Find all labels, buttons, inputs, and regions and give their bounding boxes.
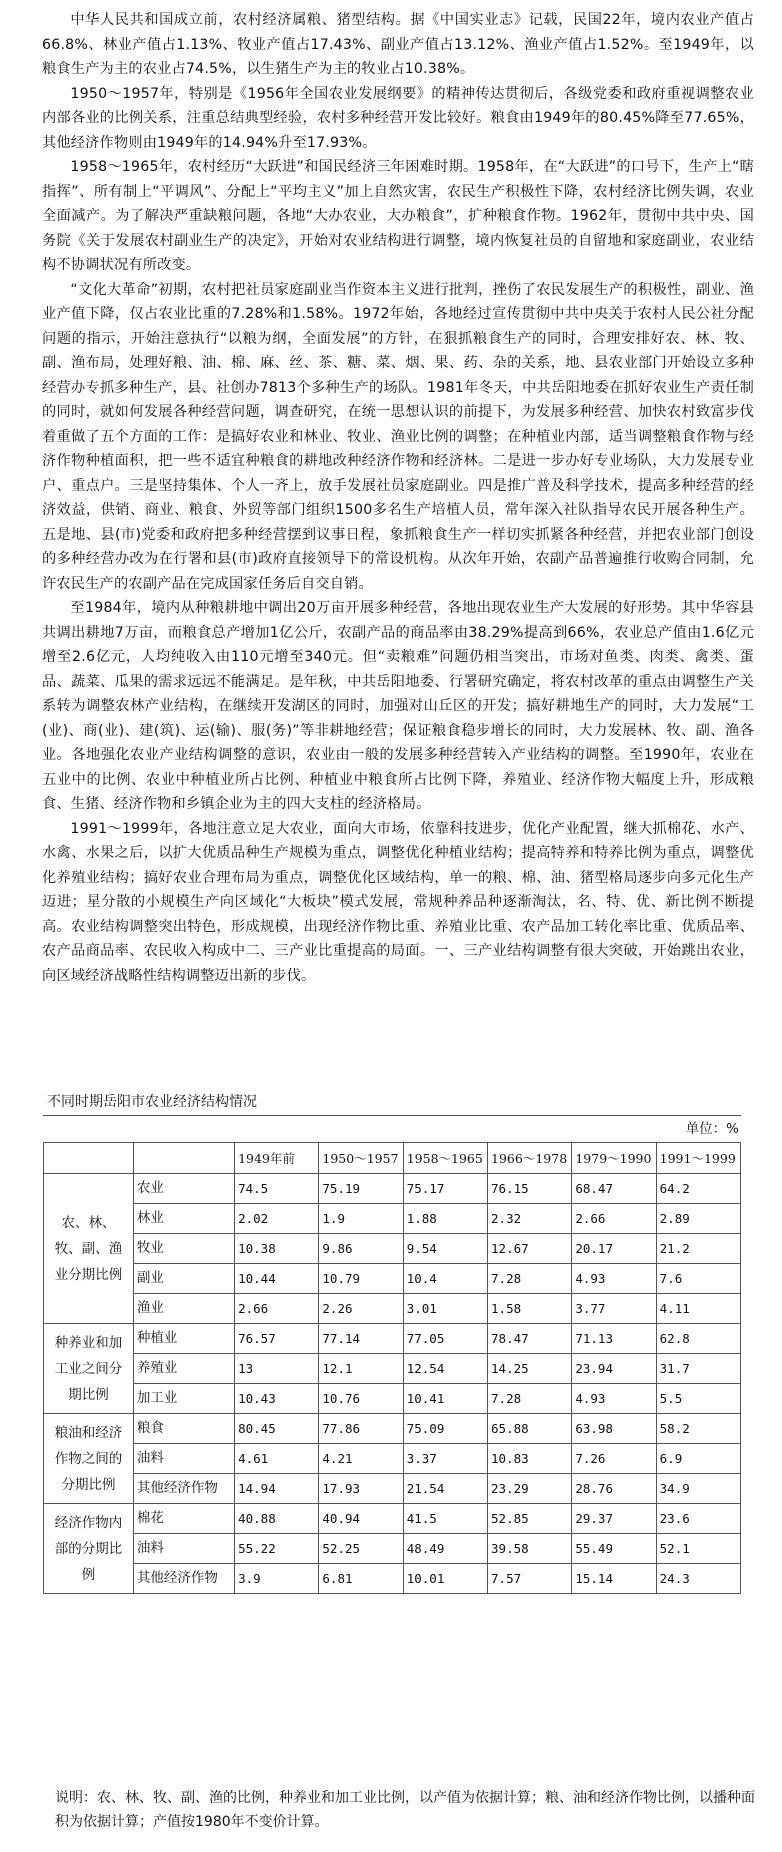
table-row: [44, 1564, 741, 1594]
row-item-label: 油料: [133, 1444, 234, 1474]
table-cell: 75.19: [319, 1174, 403, 1204]
table-cell: 6.81: [319, 1564, 403, 1594]
table-cell: 75.09: [403, 1414, 487, 1444]
table-cell: 13: [235, 1354, 319, 1384]
table-cell: 3.9: [235, 1564, 319, 1594]
table-cell: 76.57: [235, 1324, 319, 1354]
row-item-label: 其他经济作物: [133, 1474, 234, 1504]
row-item-label: 种植业: [133, 1324, 234, 1354]
table-cell: 34.9: [656, 1474, 740, 1504]
period-header: 1949年前: [235, 1143, 319, 1174]
table-cell: 7.28: [488, 1264, 572, 1294]
table-cell: 23.94: [572, 1354, 656, 1384]
row-item-label: 棉花: [133, 1504, 234, 1534]
period-header: 1991～1999: [656, 1143, 740, 1174]
table-row: [44, 1444, 741, 1474]
table-cell: 20.17: [572, 1234, 656, 1264]
row-item-label: 养殖业: [133, 1354, 234, 1384]
table-row: [44, 1384, 741, 1414]
table-cell: 7.26: [572, 1444, 656, 1474]
row-item-label: 牧业: [133, 1234, 234, 1264]
table-cell: 23.6: [656, 1504, 740, 1534]
table-cell: 71.13: [572, 1324, 656, 1354]
table-cell: 68.47: [572, 1174, 656, 1204]
table-row: [44, 1174, 741, 1204]
table-cell: 40.94: [319, 1504, 403, 1534]
group-label: 经济作物内部的分期比例: [44, 1504, 134, 1594]
table-cell: 9.86: [319, 1234, 403, 1264]
structure-table: [43, 1142, 741, 1594]
row-item-label: 农业: [133, 1174, 234, 1204]
row-item-label: 其他经济作物: [133, 1564, 234, 1594]
table-cell: 40.88: [235, 1504, 319, 1534]
table-cell: 80.45: [235, 1414, 319, 1444]
table-header-row: [44, 1143, 741, 1174]
table-cell: 77.05: [403, 1324, 487, 1354]
table-cell: 48.49: [403, 1534, 487, 1564]
table-body: [44, 1143, 741, 1594]
row-item-label: 副业: [133, 1264, 234, 1294]
table-cell: 23.29: [488, 1474, 572, 1504]
period-header: 1979～1990: [572, 1143, 656, 1174]
table-cell: 4.11: [656, 1294, 740, 1324]
table-cell: 4.21: [319, 1444, 403, 1474]
table-cell: 10.43: [235, 1384, 319, 1414]
table-row: [44, 1324, 741, 1354]
header-blank: [133, 1143, 234, 1174]
table-cell: 10.38: [235, 1234, 319, 1264]
table-cell: 21.54: [403, 1474, 487, 1504]
table-cell: 41.5: [403, 1504, 487, 1534]
table-row: [44, 1354, 741, 1384]
table-cell: 10.41: [403, 1384, 487, 1414]
paragraph: 至1984年，境内从种粮耕地中调出20万亩开展多种经营，各地出现农业生产大发展的好形势。其中华容县共调出耕地7万亩，而粮食总产增加1亿公斤，农副产品的商品率由38.29%提高到66%，农业总产值由1.6亿元增至2.6亿元，人均纯收入由110元增至340元。但“卖粮难”问题仍相当突出，市场对鱼类、肉类、禽类、蛋品、蔬菜、瓜果的需求远远不能满足。是年秋，中共岳阳地委、行署研究确定，将农村改革的重点由调整生产关系转为调整农林产业结构，在继续开发湖区的同时，加强对山丘区的开发；搞好耕地生产的同时，大力发展“工(业)、商(业)、建(筑)、运(输)、服(务)”等非耕地经营；保证粮食稳步增长的同时，大力发展林、牧、副、渔各业。各地强化农业产业结构调整的意识，农业由一般的发展多种经营转入产业结构的调整。至1990年，农业在五业中的比例、农业中种植业所占比例、种植业中粮食所占比例下降，养殖业、经济作物大幅度上升，形成粮食、生猪、经济作物和乡镇企业为主的四大支柱的经济格局。: [42, 600, 754, 812]
table-cell: 75.17: [403, 1174, 487, 1204]
table-row: [44, 1264, 741, 1294]
table-cell: 1.88: [403, 1204, 487, 1234]
table-cell: 12.67: [488, 1234, 572, 1264]
table-cell: 4.61: [235, 1444, 319, 1474]
table-cell: 10.44: [235, 1264, 319, 1294]
header-blank: [44, 1143, 134, 1174]
table-cell: 29.37: [572, 1504, 656, 1534]
table-cell: 76.15: [488, 1174, 572, 1204]
group-label: 种养业和加工业之间分期比例: [44, 1324, 134, 1414]
table-row: [44, 1414, 741, 1444]
table-cell: 1.9: [319, 1204, 403, 1234]
table-cell: 21.2: [656, 1234, 740, 1264]
period-header: 1950～1957: [319, 1143, 403, 1174]
table-row: [44, 1474, 741, 1504]
table-cell: 3.77: [572, 1294, 656, 1324]
table-cell: 28.76: [572, 1474, 656, 1504]
table-cell: 12.54: [403, 1354, 487, 1384]
table-cell: 12.1: [319, 1354, 403, 1384]
table-cell: 10.76: [319, 1384, 403, 1414]
table-cell: 7.6: [656, 1264, 740, 1294]
table-cell: 78.47: [488, 1324, 572, 1354]
table-cell: 2.02: [235, 1204, 319, 1234]
row-item-label: 油料: [133, 1534, 234, 1564]
row-item-label: 渔业: [133, 1294, 234, 1324]
table-cell: 74.5: [235, 1174, 319, 1204]
table-title: 不同时期岳阳市农业经济结构情况: [43, 1090, 741, 1116]
table-cell: 2.66: [235, 1294, 319, 1324]
table-cell: 2.26: [319, 1294, 403, 1324]
table-cell: 52.25: [319, 1534, 403, 1564]
table-cell: 5.5: [656, 1384, 740, 1414]
group-label: 农、林、牧、副、渔业分期比例: [44, 1174, 134, 1324]
table-cell: 64.2: [656, 1174, 740, 1204]
paragraph: 中华人民共和国成立前，农村经济属粮、猪型结构。据《中国实业志》记载，民国22年，境内农业产值占66.8%、林业产值占1.13%、牧业产值占17.43%、副业产值占13.12%、渔业产值占1.52%。至1949年，以粮食生产为主的农业占74.5%，以生猪生产为主的牧业占10.38%。: [42, 12, 754, 77]
table-cell: 55.49: [572, 1534, 656, 1564]
table-cell: 10.01: [403, 1564, 487, 1594]
table-cell: 31.7: [656, 1354, 740, 1384]
table-cell: 10.4: [403, 1264, 487, 1294]
table-cell: 3.01: [403, 1294, 487, 1324]
table-cell: 10.79: [319, 1264, 403, 1294]
paragraph: “文化大革命”初期，农村把社员家庭副业当作资本主义进行批判，挫伤了农民发展生产的积极性，副业、渔业产值下降，仅占农业比重的7.28%和1.58%。1972年始，各地经过宣传贯彻中共中央关于农村人民公社分配问题的指示，开始注意执行“以粮为纲，全面发展”的方针，在狠抓粮食生产的同时，合理安排好农、林、牧、副、渔布局，处理好粮、油、棉、麻、丝、茶、糖、菜、烟、果、药、杂的关系，地、县农业部门开始设立多种经营办专抓多种生产，县、社创办7813个多种生产的场队。1981年冬天，中共岳阳地委在抓好农业生产责任制的同时，就如何发展各种经营问题，调查研究，在统一思想认识的前提下，为发展多种经营、加快农村致富步伐着重做了五个方面的工作：是搞好农业和林业、牧业、渔业比例的调整；在种植业内部，适当调整粮食作物与经济作物种植面积，把一些不适宜种粮食的耕地改种经济作物和经济林。二是进一步办好专业场队，大力发展专业户、重点户。三是坚持集体、个人一齐上，放手发展社员家庭副业。四是推广普及科学技术，提高多种经营的经济效益，供销、商业、粮食、外贸等部门组织1500多名生产培植人员，常年深入社队指导农民开展各种生产。五是地、县(市)党委和政府把多种经营摆到议事日程，象抓粮食生产一样切实抓紧各种经营，并把农业部门创设的多种经营办改为在行署和县(市)政府直接领导下的常设机构。从次年开始，农副产品普遍推行收购合同制，允许农民生产的农副产品在完成国家任务后自交自销。: [42, 281, 754, 592]
table-cell: 77.14: [319, 1324, 403, 1354]
table-row: [44, 1294, 741, 1324]
table-cell: 1.58: [488, 1294, 572, 1324]
table-cell: 10.83: [488, 1444, 572, 1474]
table-cell: 7.57: [488, 1564, 572, 1594]
table-cell: 55.22: [235, 1534, 319, 1564]
row-item-label: 加工业: [133, 1384, 234, 1414]
table-cell: 52.1: [656, 1534, 740, 1564]
paragraph: 1991～1999年，各地注意立足大农业，面向大市场，依靠科技进步，优化产业配置，继大抓棉花、水产、水禽、水果之后，以扩大优质品种生产规模为重点，调整优化种植业结构；提高特养和特养比例为重点，调整优化养殖业结构；搞好农业合理布局为重点，调整优化区域结构，单一的粮、棉、油、猪型格局逐步向多元化生产迈进；星分散的小规模生产向区域化“大板块”模式发展，常规种养品种逐渐淘汰，名、特、优、新比例不断提高。农业结构调整突出特色，形成规模，出现经济作物比重、养殖业比重、农产品加工转化率比重、优质品率、农产品商品率、农民收入构成中二、三产业比重提高的局面。一、三产业结构调整有很大突破，开始跳出农业，向区域经济战略性结构调整迈出新的步伐。: [42, 820, 754, 984]
table-cell: 9.54: [403, 1234, 487, 1264]
table-cell: 7.28: [488, 1384, 572, 1414]
table-cell: 3.37: [403, 1444, 487, 1474]
table-cell: 65.88: [488, 1414, 572, 1444]
table-cell: 14.94: [235, 1474, 319, 1504]
article-body: [42, 8, 754, 988]
table-cell: 2.66: [572, 1204, 656, 1234]
table-cell: 77.86: [319, 1414, 403, 1444]
table-cell: 14.25: [488, 1354, 572, 1384]
structure-table-section: [43, 1090, 741, 1594]
table-cell: 6.9: [656, 1444, 740, 1474]
table-cell: 52.85: [488, 1504, 572, 1534]
table-row: [44, 1204, 741, 1234]
table-row: [44, 1504, 741, 1534]
table-cell: 17.93: [319, 1474, 403, 1504]
table-cell: 63.98: [572, 1414, 656, 1444]
table-cell: 24.3: [656, 1564, 740, 1594]
table-unit: 单位：%: [685, 1121, 739, 1137]
table-cell: 62.8: [656, 1324, 740, 1354]
table-cell: 58.2: [656, 1414, 740, 1444]
period-header: 1958～1965: [403, 1143, 487, 1174]
table-cell: 39.58: [488, 1534, 572, 1564]
paragraph: 1958～1965年，农村经历“大跃进”和国民经济三年困难时期。1958年，在“大跃进”的口号下，生产上“瞎指挥”、所有制上“平调风”、分配上“平均主义”加上自然灾害，农民生产积极性下降，农村经济比例失调，农业全面减产。为了解决严重缺粮问题，各地“大办农业，大办粮食”，扩种粮食作物。1962年，贯彻中共中央、国务院《关于发展农村副业生产的决定》，开始对农业结构进行调整，境内恢复社员的自留地和家庭副业，农业结构不协调状况有所改变。: [42, 159, 754, 273]
table-cell: 4.93: [572, 1384, 656, 1414]
table-cell: 2.89: [656, 1204, 740, 1234]
table-row: [44, 1234, 741, 1264]
row-item-label: 林业: [133, 1204, 234, 1234]
group-label: 粮油和经济作物之间的分期比例: [44, 1414, 134, 1504]
table-cell: 4.93: [572, 1264, 656, 1294]
row-item-label: 粮食: [133, 1414, 234, 1444]
table-cell: 2.32: [488, 1204, 572, 1234]
paragraph: 1950～1957年，特别是《1956年全国农业发展纲要》的精神传达贯彻后，各级党委和政府重视调整农业内部各业的比例关系，注重总结典型经验，农村多种经营开发比较好。粮食由1949年的80.45%降至77.65%，其他经济作物则由1949年的14.94%升至17.93%。: [42, 85, 754, 151]
period-header: 1966～1978: [488, 1143, 572, 1174]
table-cell: 15.14: [572, 1564, 656, 1594]
table-row: [44, 1534, 741, 1564]
table-note: 说明：农、林、牧、副、渔的比例，种养业和加工业比例，以产值为依据计算；粮、油和经济作物比例，以播种面积为依据计算；产值按1980年不变价计算。: [55, 1790, 755, 1830]
